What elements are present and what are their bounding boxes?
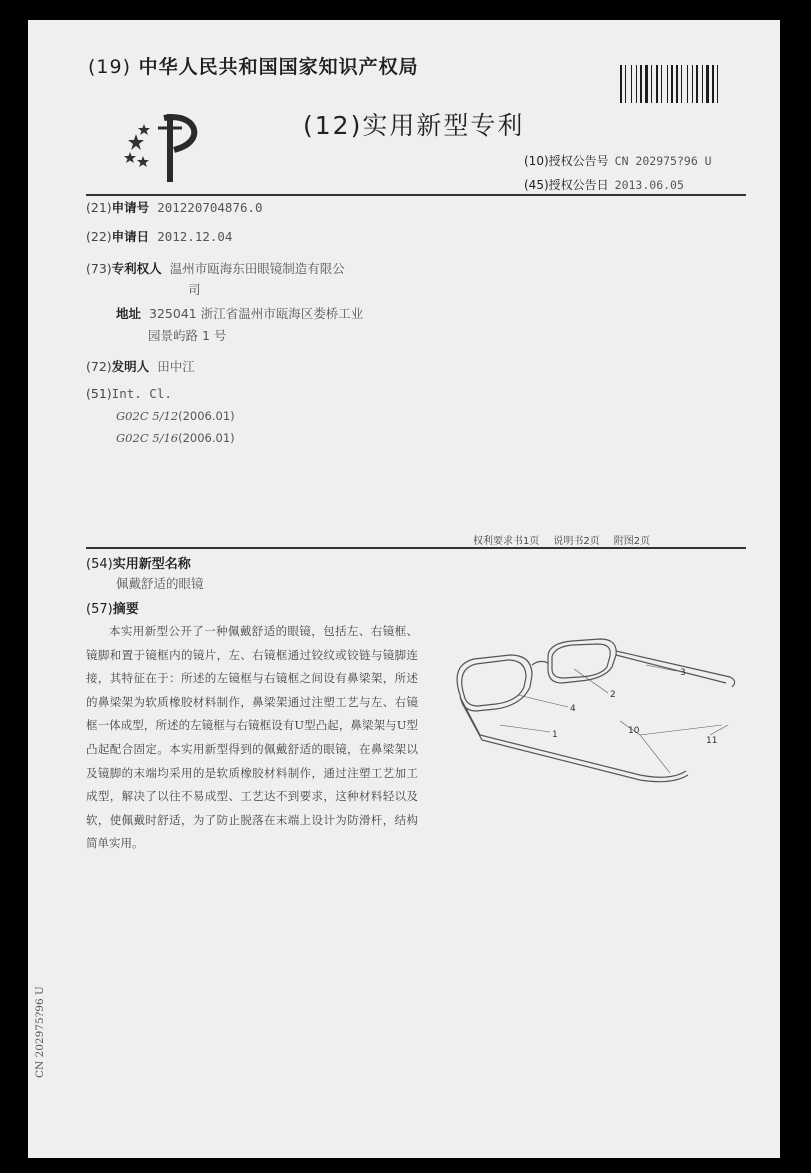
application-date-row — [86, 227, 232, 245]
abstract-text: 本实用新型公开了一种佩戴舒适的眼镜，包括左、右镜框、镜脚和置于镜框内的镜片，左、右镜框通过铰纹或铰链与镜脚连接，其特征在于：所述的左镜框与右镜框之间设有鼻梁架，所述的鼻梁架为软质橡胶材料制作，鼻梁架通过注塑工艺与左、右镜框一体成型，所述的左镜框与右镜框设有U型凸起，鼻梁架与U型凸起配合固定。本实用新型得到的佩戴舒适的眼镜，在鼻梁架以及镜脚的末端均采用的是软质橡胶材料制作，通过注塑工艺加工成型，解决了以往不易成型、工艺达不到要求，这种材料轻以及软，使佩戴时舒适，为了防止脱落在末端上设计为防滑杆，结构简单实用。 — [86, 624, 418, 851]
app-no-value: 201220704876.0 — [157, 200, 263, 215]
barcode-bar — [712, 65, 714, 103]
abstract-label: 摘要 — [112, 602, 139, 617]
app-date-value: 2012.12.04 — [157, 229, 233, 244]
ipc-2-class: G02C 5/16 — [116, 431, 179, 445]
barcode-bar — [683, 65, 686, 103]
body-divider — [86, 547, 746, 549]
ipc-row — [86, 386, 172, 401]
title-code: (54) — [86, 557, 113, 572]
barcode-bar — [715, 65, 716, 103]
barcode-bar — [706, 65, 709, 103]
ipc-class-1 — [116, 409, 235, 423]
title-label: 实用新型名称 — [112, 557, 191, 572]
ipc-1-version: (2006.01) — [178, 409, 235, 423]
barcode-bar — [638, 65, 639, 103]
drawing-label-2: 2 — [610, 690, 616, 700]
drawing-label-1: 1 — [552, 730, 558, 740]
barcode-bar — [671, 65, 673, 103]
barcode-bar — [679, 65, 680, 103]
barcode-bar — [636, 65, 637, 103]
barcode-bar — [681, 65, 682, 103]
drawing-label-10: 10 — [628, 726, 640, 736]
barcode-bar — [674, 65, 675, 103]
utility-model-title-heading — [86, 553, 191, 572]
app-no-label: 申请号 — [111, 200, 150, 215]
ipc-2-version: (2006.01) — [178, 431, 235, 445]
ipc-label: Int. Cl. — [111, 386, 172, 401]
app-date-code: (22) — [86, 229, 112, 244]
eyeglasses-drawing — [440, 625, 740, 790]
description-pages: 说明书2页 — [553, 536, 600, 547]
patentee-continued — [188, 280, 201, 298]
pub-number-label: 授权公告号 — [548, 154, 609, 168]
cnipa-emblem-icon — [124, 104, 214, 184]
barcode — [620, 65, 748, 103]
barcode-bar — [656, 65, 658, 103]
patent-type — [303, 106, 524, 142]
utility-model-title — [116, 574, 204, 592]
barcode-bar — [631, 65, 632, 103]
drawing-label-4: 4 — [570, 704, 576, 714]
patent-page — [28, 20, 780, 1158]
abstract-code: (57) — [86, 602, 113, 617]
drawing-label-3: 3 — [680, 668, 686, 678]
pub-number-code: (10) — [524, 154, 549, 168]
barcode-bar — [633, 65, 635, 103]
office-code: (19) — [88, 56, 132, 78]
barcode-bar — [717, 65, 718, 103]
title-value: 佩戴舒适的眼镜 — [116, 576, 204, 591]
barcode-bar — [627, 65, 630, 103]
barcode-bar — [699, 65, 701, 103]
barcode-bar — [625, 65, 626, 103]
side-publication-code: CN 202975?96 U — [34, 986, 46, 1078]
barcode-bar — [669, 65, 670, 103]
application-number-row — [86, 198, 263, 216]
address-line2: 园景屿路 1 号 — [148, 328, 227, 343]
ipc-code: (51) — [86, 386, 112, 401]
barcode-bar — [645, 65, 648, 103]
header-divider — [86, 194, 746, 196]
barcode-bar — [694, 65, 695, 103]
app-date-label: 申请日 — [111, 229, 150, 244]
app-no-code: (21) — [86, 200, 112, 215]
barcode-bar — [692, 65, 693, 103]
barcode-bar — [640, 65, 642, 103]
office-name: 中华人民共和国国家知识产权局 — [138, 56, 419, 78]
barcode-bar — [659, 65, 660, 103]
inventor-value: 田中江 — [157, 359, 195, 374]
drawing-pages: 附图2页 — [613, 536, 651, 547]
barcode-bar — [719, 65, 721, 103]
barcode-bar — [689, 65, 691, 103]
barcode-bar — [704, 65, 705, 103]
barcode-bar — [710, 65, 711, 103]
patentee-line2: 司 — [188, 282, 201, 297]
pub-date-value: 2013.06.05 — [614, 178, 684, 192]
ipc-1-class: G02C 5/12 — [116, 409, 179, 423]
office-header — [88, 52, 419, 79]
barcode-bar — [651, 65, 652, 103]
barcode-bar — [661, 65, 662, 103]
patentee-row — [86, 259, 345, 277]
inventor-label: 发明人 — [111, 359, 150, 374]
barcode-bar — [687, 65, 688, 103]
pub-date-label: 授权公告日 — [548, 178, 609, 192]
address-row — [116, 304, 363, 322]
inventor-code: (72) — [86, 359, 112, 374]
barcode-bar — [702, 65, 703, 103]
barcode-bar — [667, 65, 668, 103]
patentee-code: (73) — [86, 261, 112, 276]
patentee-label: 专利权人 — [111, 261, 162, 276]
page-counts — [473, 532, 664, 547]
barcode-bar — [649, 65, 650, 103]
pub-date-code: (45) — [524, 178, 549, 192]
claims-pages: 权利要求书1页 — [473, 536, 540, 547]
publication-number-row — [524, 152, 712, 169]
address-line1: 325041 浙江省温州市瓯海区娄桥工业 — [149, 306, 364, 321]
barcode-bar — [696, 65, 698, 103]
patentee-line1: 温州市瓯海东田眼镜制造有限公 — [169, 261, 345, 276]
barcode-bar — [643, 65, 644, 103]
barcode-bar — [653, 65, 655, 103]
inventor-row — [86, 357, 195, 375]
address-continued — [148, 326, 226, 344]
patent-type-label: 实用新型专利 — [362, 111, 525, 140]
barcode-bar — [676, 65, 678, 103]
pub-number-value: CN 202975?96 U — [614, 154, 712, 168]
barcode-bar — [623, 65, 624, 103]
address-label: 地址 — [116, 306, 142, 321]
abstract-heading — [86, 598, 139, 617]
publication-date-row — [524, 176, 684, 193]
patent-type-code: (12) — [303, 111, 363, 140]
drawing-label-11: 11 — [706, 736, 718, 746]
ipc-class-2 — [116, 431, 235, 445]
barcode-bar — [620, 65, 622, 103]
barcode-bar — [663, 65, 666, 103]
